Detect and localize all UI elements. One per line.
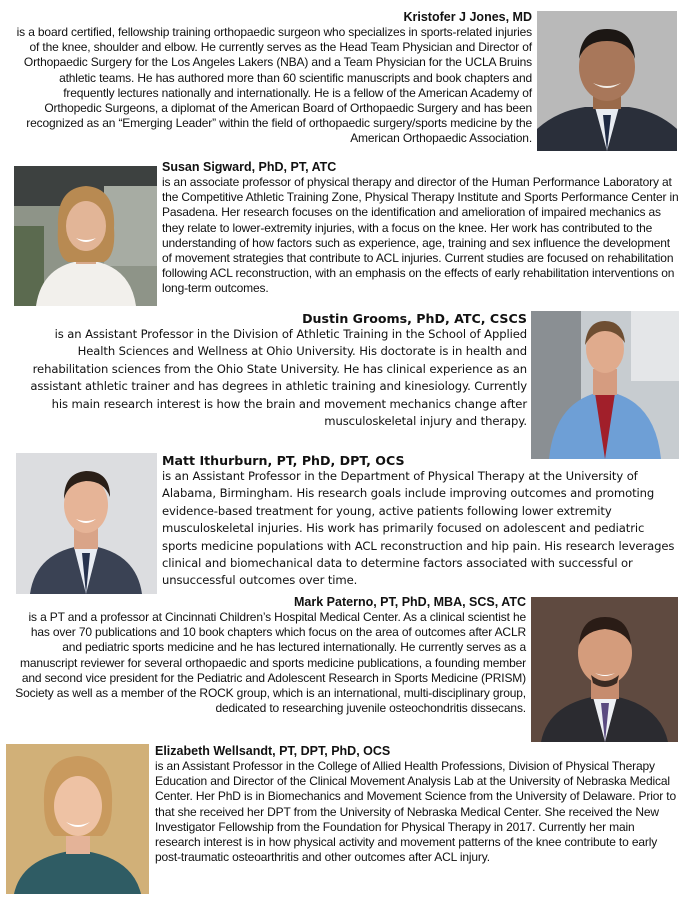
bio-name: Dustin Grooms, PhD, ATC, CSCS [302, 311, 527, 326]
bio-text: is an Assistant Professor in the Division of Athletic Training in the School of Applied Health Sciences and Wellness at Ohio University. His doctorate is in health and rehabilitation sciences from the Ohio State University. He has clinical experience as an assistant athletic trainer and has degrees in athletic training and kinesiology. Currently his main research interest is how the brain and movement mechanics change after musculoskeletal injury and therapy. [30, 327, 527, 429]
portrait-dustin-grooms [531, 311, 679, 459]
bio-matt-ithurburn [162, 453, 680, 590]
bio-name: Susan Sigward, PhD, PT, ATC [162, 160, 337, 174]
portrait-susan-sigward [14, 166, 157, 306]
bio-name: Kristofer J Jones, MD [403, 10, 532, 24]
bio-name: Matt Ithurburn, PT, PhD, DPT, OCS [162, 453, 405, 468]
bio-name: Elizabeth Wellsandt, PT, DPT, PhD, OCS [155, 744, 391, 758]
bio-text: is an associate professor of physical therapy and director of the Human Performance Laboratory at the Competitive Athletic Training Zone, Physical Therapy Institute and Sports Performance Center in Pasadena. Her research focuses on the identification and amelioration of impaired mechanics as they relate to lower-extremity injuries, with a focus on the knee. Her work has contributed to the understanding of how factors such as experience, age, training and sex influence the development of movement strategies that contribute to ACL injuries. Current studies are focused on rehabilitation following ACL reconstruction, with an emphasis on the effects of early rehabilitation interventions on long-term outcomes. [162, 175, 679, 296]
bio-text: is an Assistant Professor in the Department of Physical Therapy at the University of Alabama, Birmingham. His research goals include improving outcomes and promoting evidence-based treatment for young, active patients following lower extremity musculoskeletal injuries. His work has primarily focused on adolescent and pediatric sports medicine populations with ACL reconstruction and hip pain. His research leverages clinical and biomechanical data to determine factors associated with successful or unsuccessful outcomes over time. [162, 469, 675, 588]
portrait-elizabeth-wellsandt [6, 744, 149, 894]
portrait-mark-paterno [531, 597, 678, 742]
portrait-matt-ithurburn [16, 453, 157, 594]
bio-text: is a board certified, fellowship training orthopaedic surgeon who specializes in sports-related injuries of the knee, shoulder and elbow. He currently serves as the Head Team Physician and Director of Orthopaedic Surgery for the Los Angeles Lakers (NBA) and a Team Physician for the UCLA Bruins athletic teams. He has authored more than 60 scientific manuscripts and book chapters and frequently lectures nationally and internationally. He is a fellow of the American Academy of Orthopedic Surgeons, a diplomat of the American Board of Orthopaedic Surgery and has been recognized as an “Emerging Leader” within the field of orthopaedic surgery/sports medicine by the American Orthopaedic Association. [16, 25, 532, 146]
bio-susan-sigward [162, 160, 680, 297]
bio-dustin-grooms [30, 311, 527, 430]
bio-text: is an Assistant Professor in the College of Allied Health Professions, Division of Physical Therapy Education and Director of the Clinical Movement Analysis Lab at the University of Nebraska Medical Center. Her PhD is in Biomechanics and Movement Science from the University of Delaware. Prior to that she received her DPT from the University of Nebraska Medical Center. She received the New Investigator Fellowship from the Foundation for Physical Therapy in 2017. Currently her main research interest is in how physical activity and movement patterns of the knee contribute to early post-traumatic osteoarthritis and other outcomes after ACL injury. [155, 759, 677, 865]
bio-mark-paterno [14, 595, 526, 716]
portrait-kristofer-jones [537, 11, 677, 151]
bio-text: is a PT and a professor at Cincinnati Children’s Hospital Medical Center. As a clinical scientist he has over 70 publications and 10 book chapters which focus on the area of outcomes after ACLR and pediatric sports medicine and he has lectured internationally. He currently serves as a manuscript reviewer for several orthopaedic and sports medicine publications, a founding member and second vice president for the Pediatric and Adolescent Research in Sports Medicine (PRISM) Society as well as a member of the ROCK group, which is an international, multi-disciplinary group, dedicated to researching juvenile osteochondritis dissecans. [15, 610, 526, 716]
bio-elizabeth-wellsandt [155, 744, 682, 865]
bio-kristofer-jones [12, 10, 532, 147]
bio-name: Mark Paterno, PT, PhD, MBA, SCS, ATC [294, 595, 526, 609]
